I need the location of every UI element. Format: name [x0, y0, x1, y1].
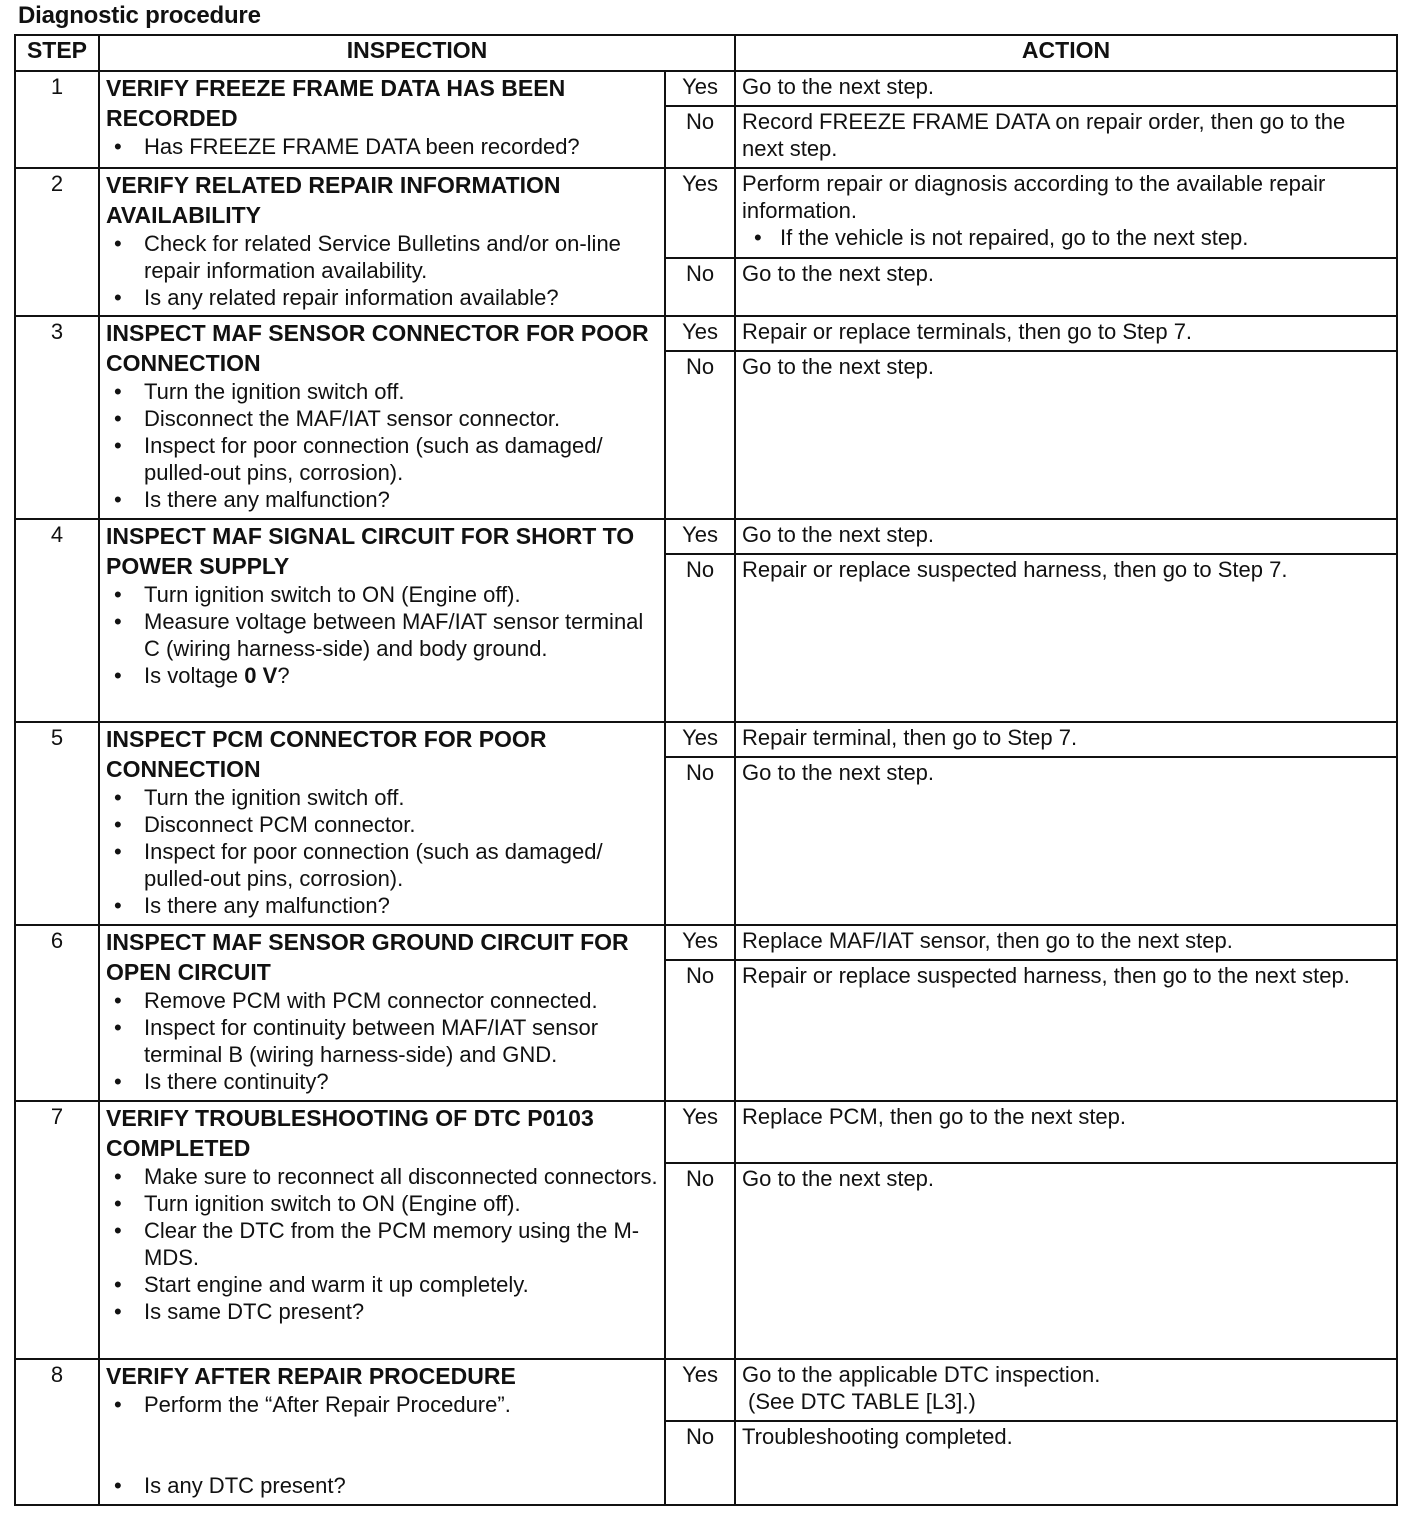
- action-yes: Perform repair or diagnosis according to the available repair information.: [742, 171, 1326, 223]
- step-number: 4: [15, 519, 99, 722]
- step-number: 1: [15, 71, 99, 168]
- step-number: 8: [15, 1359, 99, 1505]
- inspection-bullets: [106, 581, 658, 689]
- inspection-bullet: • Turn the ignition switch off.: [144, 378, 658, 405]
- answer-no: No: [665, 258, 735, 316]
- inspection-bullet: • Is any related repair information available?: [144, 284, 658, 311]
- inspection-bullets: [106, 987, 658, 1095]
- step-row: [15, 519, 1397, 554]
- action-yes: Go to the next step.: [735, 71, 1397, 106]
- answer-yes: Yes: [665, 519, 735, 554]
- inspection-bullets: [106, 1472, 658, 1499]
- inspection-cell: [99, 71, 665, 168]
- inspection-bullet: • Turn ignition switch to ON (Engine off).: [144, 581, 658, 608]
- answer-no: No: [665, 757, 735, 925]
- step-row: [15, 168, 1397, 258]
- inspection-title: VERIFY FREEZE FRAME DATA HAS BEEN RECORDED: [106, 75, 566, 131]
- inspection-cell: [99, 316, 665, 519]
- answer-yes: Yes: [665, 1359, 735, 1421]
- inspection-cell: [99, 925, 665, 1101]
- inspection-bullet: • Inspect for poor connection (such as damaged/ pulled-out pins, corrosion).: [144, 838, 658, 892]
- header-row: [15, 35, 1397, 71]
- inspection-bullet: • Check for related Service Bulletins and/or on-line repair information availability.: [144, 230, 658, 284]
- action-no: Go to the next step.: [735, 1163, 1397, 1359]
- inspection-bullet: • Is there continuity?: [144, 1068, 658, 1095]
- inspection-bullet: • Is there any malfunction?: [144, 892, 658, 919]
- document-title: Diagnostic procedure: [18, 2, 261, 29]
- header-inspection: INSPECTION: [99, 35, 735, 71]
- inspection-bullet: • Inspect for continuity between MAF/IAT sensor terminal B (wiring harness-side) and GND.: [144, 1014, 658, 1068]
- action-no: Go to the next step.: [735, 351, 1397, 519]
- header-action: ACTION: [735, 35, 1397, 71]
- inspection-title: INSPECT MAF SENSOR CONNECTOR FOR POOR CONNECTION: [106, 320, 649, 376]
- inspection-title: INSPECT PCM CONNECTOR FOR POOR CONNECTION: [106, 726, 547, 782]
- inspection-bullet-voltage: [144, 662, 658, 689]
- inspection-cell: [99, 519, 665, 722]
- action-yes-cell: [735, 168, 1397, 258]
- inspection-title: INSPECT MAF SIGNAL CIRCUIT FOR SHORT TO POWER SUPPLY: [106, 523, 635, 579]
- diagnostic-procedure-table: [14, 34, 1398, 1506]
- action-sub-bullets: [742, 224, 1390, 251]
- step-row: [15, 71, 1397, 106]
- action-yes: Replace PCM, then go to the next step.: [735, 1101, 1397, 1163]
- action-no: Repair or replace suspected harness, then go to Step 7.: [735, 554, 1397, 722]
- action-yes: Repair or replace terminals, then go to Step 7.: [735, 316, 1397, 351]
- answer-no: No: [665, 1163, 735, 1359]
- bullet-text: Is voltage: [144, 663, 245, 688]
- inspection-bullet: • Has FREEZE FRAME DATA been recorded?: [144, 133, 658, 160]
- step-row: [15, 722, 1397, 757]
- inspection-cell: [99, 1101, 665, 1359]
- inspection-bullet: • Remove PCM with PCM connector connected.: [144, 987, 658, 1014]
- step-number: 2: [15, 168, 99, 316]
- answer-yes: Yes: [665, 168, 735, 258]
- inspection-title: INSPECT MAF SENSOR GROUND CIRCUIT FOR OPEN CIRCUIT: [106, 929, 629, 985]
- action-no: Troubleshooting completed.: [735, 1421, 1397, 1505]
- inspection-bullets: [106, 133, 658, 160]
- action-no: Go to the next step.: [735, 757, 1397, 925]
- step-row: [15, 925, 1397, 960]
- inspection-title: VERIFY RELATED REPAIR INFORMATION AVAILABILITY: [106, 172, 561, 228]
- inspection-bullet: • Turn the ignition switch off.: [144, 784, 658, 811]
- action-sub-bullet: • If the vehicle is not repaired, go to the next step.: [780, 224, 1390, 251]
- answer-yes: Yes: [665, 722, 735, 757]
- inspection-bullets: [106, 378, 658, 513]
- step-number: 3: [15, 316, 99, 519]
- answer-yes: Yes: [665, 71, 735, 106]
- inspection-bullet: • Inspect for poor connection (such as damaged/ pulled-out pins, corrosion).: [144, 432, 658, 486]
- inspection-bullets: [106, 1163, 658, 1325]
- action-yes: Go to the applicable DTC inspection.: [742, 1362, 1101, 1387]
- voltage-value: 0 V: [244, 663, 278, 688]
- answer-no: No: [665, 106, 735, 168]
- inspection-bullet: • Measure voltage between MAF/IAT sensor terminal C (wiring harness-side) and body ground.: [144, 608, 658, 662]
- step-row: [15, 316, 1397, 351]
- inspection-bullets: [106, 230, 658, 311]
- spacer: [106, 1418, 658, 1472]
- inspection-bullet: • Disconnect the MAF/IAT sensor connector.: [144, 405, 658, 432]
- inspection-bullet: • Make sure to reconnect all disconnected connectors.: [144, 1163, 658, 1190]
- answer-yes: Yes: [665, 1101, 735, 1163]
- inspection-bullet: • Disconnect PCM connector.: [144, 811, 658, 838]
- inspection-bullet: • Is any DTC present?: [144, 1472, 658, 1499]
- answer-no: No: [665, 960, 735, 1101]
- answer-yes: Yes: [665, 925, 735, 960]
- action-no: Go to the next step.: [735, 258, 1397, 316]
- action-yes: Replace MAF/IAT sensor, then go to the next step.: [735, 925, 1397, 960]
- inspection-bullet: • Clear the DTC from the PCM memory using the M-MDS.: [144, 1217, 658, 1271]
- action-no: Record FREEZE FRAME DATA on repair order, then go to the next step.: [735, 106, 1397, 168]
- bullet-text: ?: [277, 663, 290, 688]
- step-number: 7: [15, 1101, 99, 1359]
- inspection-bullets: [106, 784, 658, 919]
- answer-no: No: [665, 351, 735, 519]
- inspection-cell: [99, 722, 665, 925]
- inspection-title: VERIFY AFTER REPAIR PROCEDURE: [106, 1363, 516, 1389]
- inspection-bullet: • Perform the “After Repair Procedure”.: [144, 1391, 658, 1418]
- inspection-bullet: • Is there any malfunction?: [144, 486, 658, 513]
- header-step: STEP: [15, 35, 99, 71]
- inspection-bullet: • Is same DTC present?: [144, 1298, 658, 1325]
- action-reference: (See DTC TABLE [L3].): [748, 1389, 976, 1414]
- step-number: 6: [15, 925, 99, 1101]
- answer-no: No: [665, 554, 735, 722]
- answer-no: No: [665, 1421, 735, 1505]
- inspection-cell: [99, 1359, 665, 1505]
- action-yes: Repair terminal, then go to Step 7.: [735, 722, 1397, 757]
- step-row: [15, 1101, 1397, 1163]
- inspection-bullet: • Turn ignition switch to ON (Engine off).: [144, 1190, 658, 1217]
- step-row: [15, 1359, 1397, 1421]
- action-no: Repair or replace suspected harness, then go to the next step.: [735, 960, 1397, 1101]
- inspection-bullet: • Start engine and warm it up completely.: [144, 1271, 658, 1298]
- inspection-title: VERIFY TROUBLESHOOTING OF DTC P0103 COMPLETED: [106, 1105, 594, 1161]
- inspection-cell: [99, 168, 665, 316]
- answer-yes: Yes: [665, 316, 735, 351]
- inspection-bullets: [106, 1391, 658, 1418]
- action-yes: Go to the next step.: [735, 519, 1397, 554]
- action-yes-cell: [735, 1359, 1397, 1421]
- step-number: 5: [15, 722, 99, 925]
